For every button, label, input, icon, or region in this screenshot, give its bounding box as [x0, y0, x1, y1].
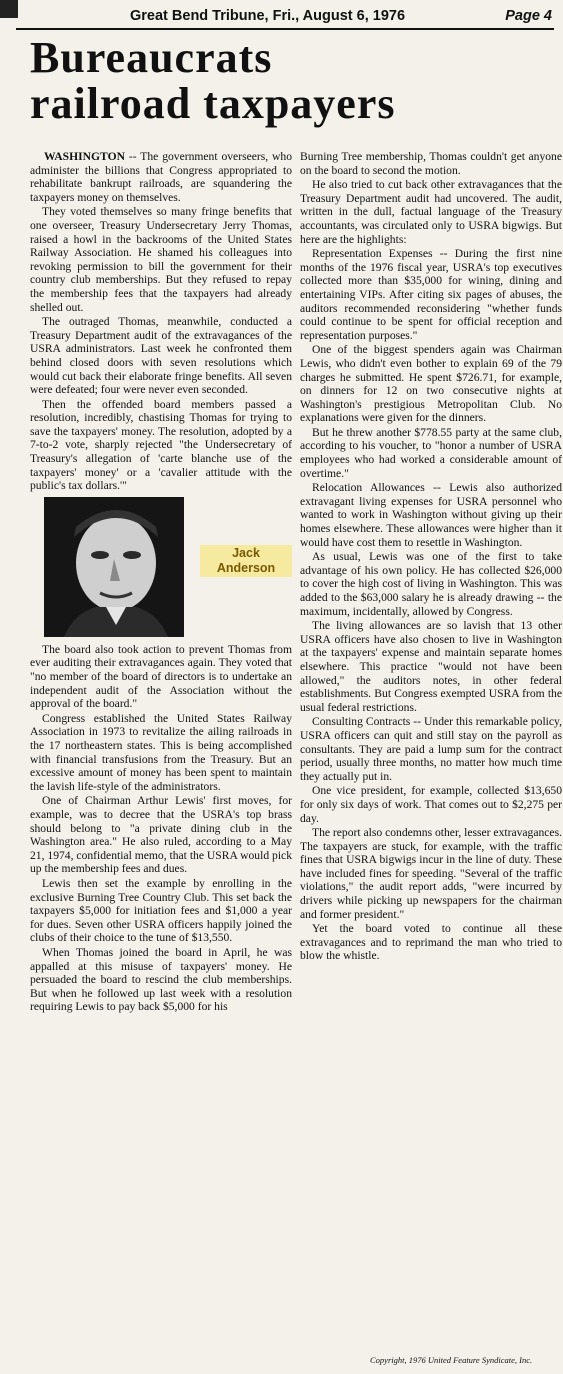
left-column-top-text — [30, 150, 292, 493]
article-paragraph: WASHINGTON -- The government overseers, who administer the billions that Congress appropriated to rehabilitate bankrupt railroads, are squandering the taxpayers money on themselves. — [30, 150, 292, 204]
masthead-rule — [16, 28, 554, 30]
article-paragraph: As usual, Lewis was one of the first to take advantage of his own policy. He has collected $26,000 to cover the high cost of living in Washington. This was added to the $63,000 salary he is already drawing -- the maximum, incidentally, allowed by Congress. — [300, 550, 562, 618]
article-paragraph: Relocation Allowances -- Lewis also authorized extravagant living expenses for USRA personnel who wanted to work in Washington without giving up their homes elsewhere. These allowances were higher than it would have cost them to resettle in Washington. — [300, 481, 562, 549]
article-column-right — [300, 150, 562, 964]
article-paragraph: One vice president, for example, collected $13,650 for only six days of work. That comes out to $2,275 per day. — [300, 784, 562, 825]
article-paragraph: Burning Tree membership, Thomas couldn't get anyone on the board to second the motion. — [300, 150, 562, 177]
article-paragraph: When Thomas joined the board in April, he was appalled at this misuse of taxpayers' money. He persuaded the board to rescind the club memberships. But when he followed up last week with a resolution requiring Lewis to pay back $5,000 for his — [30, 945, 292, 1014]
masthead-dateline: Great Bend Tribune, Fri., August 6, 1976 — [130, 8, 406, 24]
page-number: Page 4 — [505, 8, 552, 24]
left-column-bottom-text — [30, 643, 292, 1014]
article-paragraph: The outraged Thomas, meanwhile, conducted a Treasury Department audit of the extravagances of the USRA administrators. Last week he confronted them behind closed doors with seven resolutions which would cut back their elaborate fringe benefits. All seven were defeated; four were never even seconded. — [30, 315, 292, 397]
columnist-photo — [44, 497, 184, 637]
article-paragraph: Lewis then set the example by enrolling in the exclusive Burning Tree Country Club. This set back the taxpayers $5,000 for initiation fees and $1,000 a year for dues. Seven other USRA officers happily joined the clubs of their choice to the tune of $13,550. — [30, 876, 292, 945]
columnist-byline — [200, 545, 292, 577]
article-paragraph: The living allowances are so lavish that 13 other USRA officers have also chosen to live in Washington at the taxpayers' expense and maintain separate homes elsewhere. This practice "would not have been allowed," the auditors notes, in other federal establishments. But Congress exempted USRA from the usual federal restrictions. — [300, 619, 562, 714]
article-paragraph: Yet the board voted to continue all these extravagances and to reprimand the man who tried to blow the whistle. — [300, 922, 562, 963]
article-paragraph: They voted themselves so many fringe benefits that one overseer, Treasury Undersecretary Jerry Thomas, raised a howl in the backrooms of the United States Railway Association. He shamed his colleagues into revoking permission to bill the government for their country club memberships. But they refused to repay the membership fees that the taxpayers had already shelled out. — [30, 205, 292, 314]
masthead — [118, 6, 558, 28]
article-paragraph: Representation Expenses -- During the first nine months of the 1976 fiscal year, USRA's top executives collected more than $35,000 for wining, dining and entertaining VIPs. After citing six pages of abuses, the auditors recommended reconsidering "whether funds could continue to be spent for official reception and representation purposes." — [300, 247, 562, 342]
article-column-left — [30, 150, 292, 1015]
article-paragraph: Consulting Contracts -- Under this remarkable policy, USRA officers can quit and still stay on the payroll as consultants. They are paid a lump sum for the contract period, usually three months, no matter how much time they actually put in. — [300, 715, 562, 783]
article-paragraph: Congress established the United States Railway Association in 1973 to revitalize the ailing railroads in the 17 northeastern states. This is being accomplished with financial transfusions from the Treasury. But an excessive amount of money has been spent to maintain the lavish life-style of the administrators. — [30, 711, 292, 793]
columnist-photo-block — [30, 497, 292, 637]
article-paragraph: One of Chairman Arthur Lewis' first moves, for example, was to decree that the USRA's top brass should belong to "a private dining club in the Washington area." He also ruled, according to a May 21, 1974, confidential memo, that the USRA would pick up the membership fees and dues. — [30, 794, 292, 876]
article-paragraph: The board also took action to prevent Thomas from ever auditing their extravagances again. They voted that "no member of the board of directors is to undertake an independent audit of the Association without the approval of the board." — [30, 642, 292, 711]
headline-line-2: railroad taxpayers — [30, 79, 396, 128]
corner-mark — [0, 0, 18, 18]
columnist-portrait-image — [44, 497, 184, 637]
copyright-notice: Copyright, 1976 United Feature Syndicate, Inc. — [370, 1355, 533, 1365]
article-paragraph: The report also condemns other, lesser extravagances. The taxpayers are stuck, for example, with the traffic fines that USRA bigwigs incur in the line of duty. These have included fines for speeding. "Several of the traffic violations," the audit report adds, "were incurred by drivers while picking up newspapers for the chairman and former president." — [300, 826, 562, 921]
dateline-lead: WASHINGTON — [44, 150, 125, 163]
article-paragraph: Then the offended board members passed a resolution, incredibly, chastising Thomas for trying to save the taxpayers' money. The resolution, adopted by a 7-to-2 vote, sharply rejected "the Undersecretary of Treasury's allegation of 'carte blanche use of the taxpayers' money' or a 'cavalier attitude with the public's tax dollars.'" — [30, 397, 292, 493]
article-paragraph: He also tried to cut back other extravagances that the Treasury Department audit had uncovered. The audit, written in the dull, factual language of the Treasury accountants, was circulated only to USRA bigwigs. But here are the highlights: — [300, 178, 562, 246]
byline-first-name: Jack — [232, 545, 260, 560]
byline-last-name: Anderson — [216, 560, 276, 575]
article-paragraph: But he threw another $778.55 party at the same club, according to his voucher, to "honor a number of USRA employees who had worked a considerable amount of overtime." — [300, 425, 562, 480]
headline — [30, 35, 550, 127]
right-column-text — [300, 150, 562, 963]
article-paragraph: One of the biggest spenders again was Chairman Lewis, who didn't even bother to explain 69 of the 79 charges he submitted. He spent $726.71, for example, on dinners for 12 on two consecutive nights at Washington's prestigious Metropolitan Club. No explanations were given for the dinners. — [300, 343, 562, 425]
headline-line-1: Bureaucrats — [30, 33, 273, 82]
